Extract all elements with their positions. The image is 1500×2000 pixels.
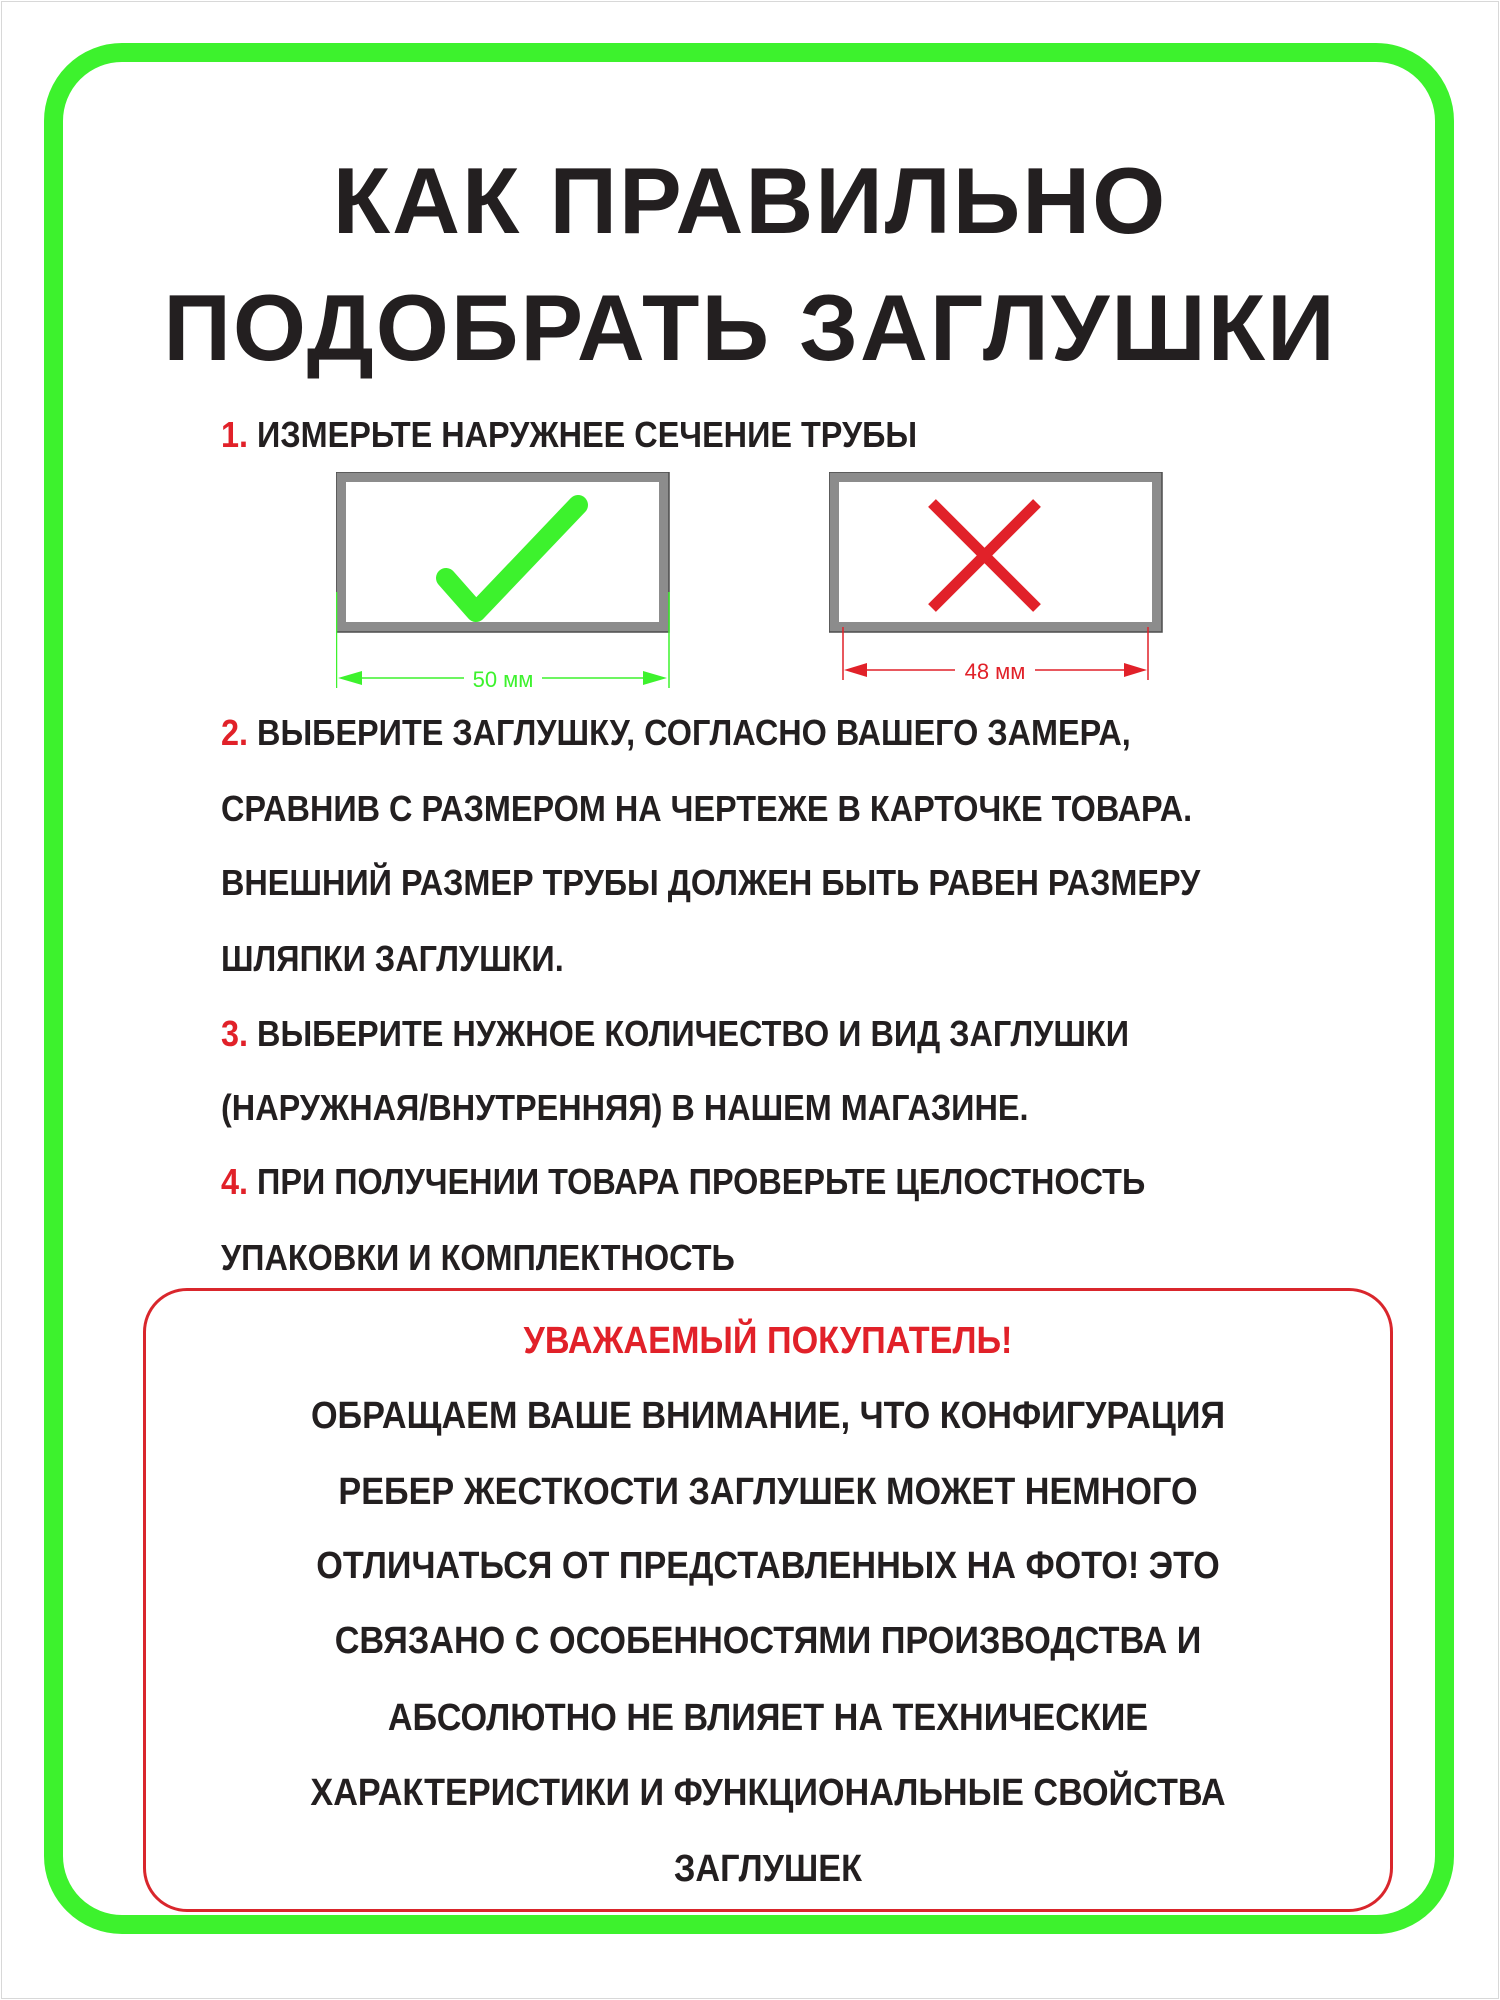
- step-text: ВЫБЕРИТЕ ЗАГЛУШКУ, СОГЛАСНО ВАШЕГО ЗАМЕРА,: [257, 712, 1131, 753]
- step-3-line-2: (НАРУЖНАЯ/ВНУТРЕННЯЯ) В НАШЕМ МАГАЗИНЕ.: [221, 1087, 1029, 1128]
- notice-line-3: ОТЛИЧАТЬСЯ ОТ ПРЕДСТАВЛЕННЫХ НА ФОТО! ЭТО: [316, 1545, 1220, 1587]
- step-2: [221, 712, 1131, 753]
- arrow-left-icon: [338, 671, 362, 685]
- step-3: [221, 1013, 1129, 1054]
- step-text: ИЗМЕРЬТЕ НАРУЖНЕЕ СЕЧЕНИЕ ТРУБЫ: [257, 414, 918, 455]
- step-text: ВЫБЕРИТЕ НУЖНОЕ КОЛИЧЕСТВО И ВИД ЗАГЛУШКИ: [257, 1013, 1129, 1054]
- dimension-label: 50 мм: [472, 667, 534, 692]
- notice-line-7: ЗАГЛУШЕК: [674, 1848, 862, 1890]
- step-number: 1.: [221, 414, 249, 455]
- step-2-line-2: СРАВНИВ С РАЗМЕРОМ НА ЧЕРТЕЖЕ В КАРТОЧКЕ ТОВАРА.: [221, 788, 1193, 829]
- notice-line-1: ОБРАЩАЕМ ВАШЕ ВНИМАНИЕ, ЧТО КОНФИГУРАЦИЯ: [310, 1395, 1226, 1437]
- notice-box: [143, 1288, 1393, 1912]
- step-2-line-3: ВНЕШНИЙ РАЗМЕР ТРУБЫ ДОЛЖЕН БЫТЬ РАВЕН РАЗМЕРУ: [221, 862, 1201, 903]
- arrow-left-icon: [844, 663, 867, 677]
- step-2-line-4: ШЛЯПКИ ЗАГЛУШКИ.: [221, 938, 564, 979]
- arrow-right-icon: [1124, 663, 1147, 677]
- step-1: [221, 414, 918, 455]
- notice-line-4: СВЯЗАНО С ОСОБЕННОСТЯМИ ПРОИЗВОДСТВА И: [334, 1620, 1202, 1662]
- step-number: 3.: [221, 1013, 249, 1054]
- arrow-right-icon: [643, 671, 667, 685]
- page-title-line-1: КАК ПРАВИЛЬНО: [332, 148, 1168, 253]
- notice-line-2: РЕБЕР ЖЕСТКОСТИ ЗАГЛУШЕК МОЖЕТ НЕМНОГО: [338, 1471, 1198, 1513]
- step-4-line-2: УПАКОВКИ И КОМПЛЕКТНОСТЬ: [221, 1237, 735, 1278]
- pipe-section: [341, 477, 664, 627]
- wrong-measurement-diagram: [829, 472, 1169, 694]
- notice-line-5: АБСОЛЮТНО НЕ ВЛИЯЕТ НА ТЕХНИЧЕСКИЕ: [387, 1697, 1149, 1739]
- notice-line-6: ХАРАКТЕРИСТИКИ И ФУНКЦИОНАЛЬНЫЕ СВОЙСТВА: [310, 1772, 1226, 1814]
- correct-measurement-diagram: [336, 472, 676, 694]
- page-title-line-2: ПОДОБРАТЬ ЗАГЛУШКИ: [163, 275, 1337, 380]
- notice-heading: УВАЖАЕМЫЙ ПОКУПАТЕЛЬ!: [523, 1320, 1013, 1362]
- step-number: 2.: [221, 712, 249, 753]
- step-text: ПРИ ПОЛУЧЕНИИ ТОВАРА ПРОВЕРЬТЕ ЦЕЛОСТНОСТЬ: [257, 1161, 1146, 1202]
- step-4: [221, 1161, 1146, 1202]
- step-number: 4.: [221, 1161, 249, 1202]
- dimension-label: 48 мм: [964, 659, 1026, 684]
